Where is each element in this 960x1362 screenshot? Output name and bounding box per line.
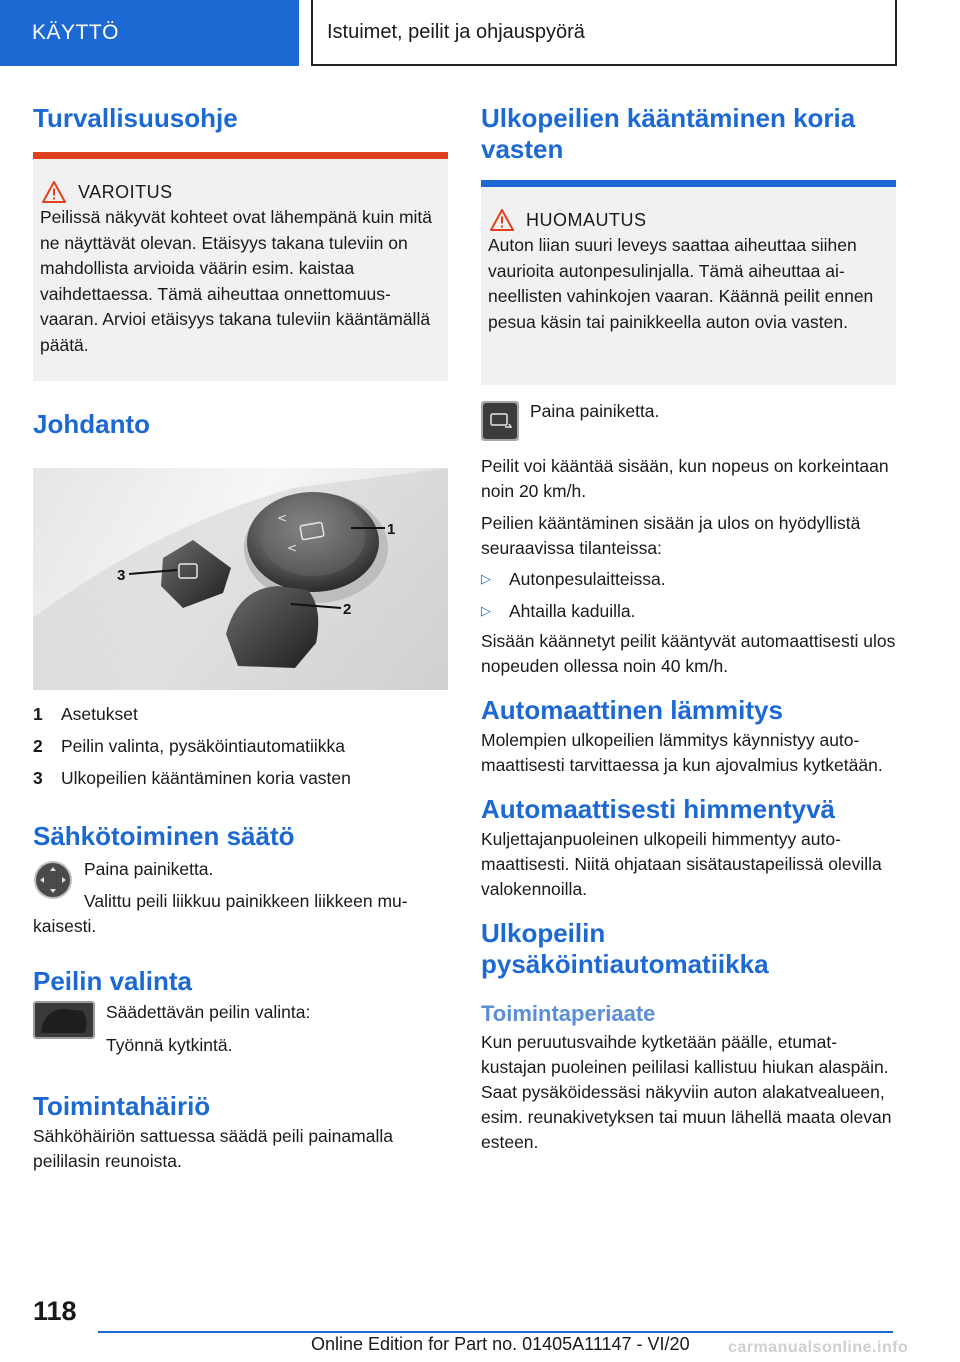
principle-heading: Toimintaperiaate bbox=[481, 1001, 656, 1026]
select-push-text: Työnnä kytkintä. bbox=[106, 1035, 233, 1055]
warning-triangle-icon bbox=[42, 181, 66, 203]
notice-bar bbox=[481, 180, 896, 187]
footer-edition: Online Edition for Part no. 01405A11147 - VI/20 bbox=[311, 1334, 690, 1354]
notice-text: Auton liian suuri leveys saattaa aiheuttaa siihen vaurioita autonpesulinjalla. Tämä aiheuttaa aineellisten vahinkojen vaaran. Käännä peilit ennen pesua käsin tai painikkeella auton ovia vasten. bbox=[488, 235, 874, 332]
page-number: 118 bbox=[33, 1296, 77, 1326]
list-item: 3 Ulkopeilien kääntäminen koria vasten bbox=[33, 768, 351, 788]
heat-heading: Automaattinen lämmitys bbox=[481, 695, 783, 725]
list-item: ▷ Autonpesulaitteissa. bbox=[481, 563, 896, 595]
left-column bbox=[33, 96, 448, 1174]
intro-heading: Johdanto bbox=[33, 409, 150, 439]
warning-bar bbox=[33, 152, 448, 159]
adjust-description: Valittu peili liikkuu painikkeen liikkeen mukaisesti. bbox=[33, 891, 408, 936]
callout-3: 3 bbox=[117, 567, 126, 584]
adjust-heading: Sähkötoiminen säätö bbox=[33, 821, 295, 851]
warning-title: VAROITUS bbox=[78, 181, 173, 202]
adjust-press-text: Paina painiketta. bbox=[84, 859, 214, 879]
right-column bbox=[481, 96, 896, 1155]
principle-text: Kun peruutusvaihde kytketään päälle, etumatkustajan puoleinen peililasi kallistuu hiukan alaspäin. Saat pysäköidessäsi näkyviin auton alakatvealueen, esim. reunakivetyksen tai muun lähellä maata olevan esteen. bbox=[481, 1032, 892, 1152]
fold-press-text: Paina painiketta. bbox=[530, 401, 660, 421]
list-item: 1 Asetukset bbox=[33, 704, 138, 724]
mirror-control-illustration bbox=[33, 468, 448, 690]
fold-speed-text: Peilit voi kääntää sisään, kun nopeus on korkeintaan noin 20 km/h. bbox=[481, 456, 889, 501]
fold-auto-out-text: Sisään käännetyt peilit kääntyvät automaattisesti ulos nopeuden ollessa noin 40 km/h. bbox=[481, 631, 896, 676]
footer-rule bbox=[98, 1331, 893, 1333]
fault-text: Sähköhäiriön sattuessa säädä peili painamalla peililasin reunoista. bbox=[33, 1126, 393, 1171]
callout-2: 2 bbox=[343, 601, 352, 618]
bullet-triangle-icon: ▷ bbox=[481, 603, 491, 618]
heat-text: Molempien ulkopeilien lämmitys käynnistyy automaattisesti tarvittaessa ja kun ajovalmius kytketään. bbox=[481, 730, 883, 775]
svg-text:<: < bbox=[287, 541, 298, 555]
callout-1: 1 bbox=[387, 521, 396, 538]
select-heading: Peilin valinta bbox=[33, 966, 192, 996]
mirror-fold-button-icon bbox=[481, 401, 519, 441]
figure-legend bbox=[33, 698, 448, 794]
park-heading: Ulkopeilin pysäköintiautomatiikka bbox=[481, 918, 769, 979]
warning-box bbox=[33, 159, 448, 381]
fold-useful-text: Peilien kääntäminen sisään ja ulos on hyödyllistä seuraavissa tilanteissa: bbox=[481, 513, 861, 558]
notice-title: HUOMAUTUS bbox=[526, 209, 647, 230]
safety-heading: Turvallisuusohje bbox=[33, 103, 238, 133]
watermark: carmanualsonline.info bbox=[728, 1339, 909, 1356]
notice-box bbox=[481, 187, 896, 385]
fold-situations-list bbox=[481, 563, 896, 627]
list-item: 2 Peilin valinta, pysäköintiautomatiikka bbox=[33, 736, 346, 756]
warning-text: Peilissä näkyvät kohteet ovat lähempänä kuin mitä ne näyttävät olevan. Etäisyys takana tuleviin on mahdollista arvioida väärin esim. kaistaa vaihdettaessa. Tämä aiheuttaa onnettomuusvaaran. Arvioi etäisyys takana tuleviin kääntämällä päätä. bbox=[40, 207, 433, 355]
header-section: KÄYTTÖ bbox=[0, 0, 299, 66]
svg-text:<: < bbox=[277, 511, 288, 525]
four-way-button-icon bbox=[33, 860, 73, 900]
dim-heading: Automaattisesti himmentyvä bbox=[481, 794, 835, 824]
fold-heading: Ulkopeilien kääntäminen koria vasten bbox=[481, 103, 856, 164]
bullet-triangle-icon: ▷ bbox=[481, 571, 491, 586]
mirror-selector-switch-icon bbox=[33, 1001, 95, 1039]
mirror-control-figure bbox=[33, 468, 448, 690]
header-chapter: Istuimet, peilit ja ohjauspyörä bbox=[311, 0, 897, 66]
select-text: Säädettävän peilin valinta: bbox=[106, 1002, 311, 1022]
list-item: ▷ Ahtailla kaduilla. bbox=[481, 595, 896, 627]
dim-text: Kuljettajanpuoleinen ulkopeili himmentyy automaattisesti. Niitä ohjataan sisätaustapeilissä olevilla valokennoilla. bbox=[481, 829, 882, 899]
notice-triangle-icon bbox=[490, 209, 514, 231]
fault-heading: Toimintahäiriö bbox=[33, 1091, 211, 1121]
